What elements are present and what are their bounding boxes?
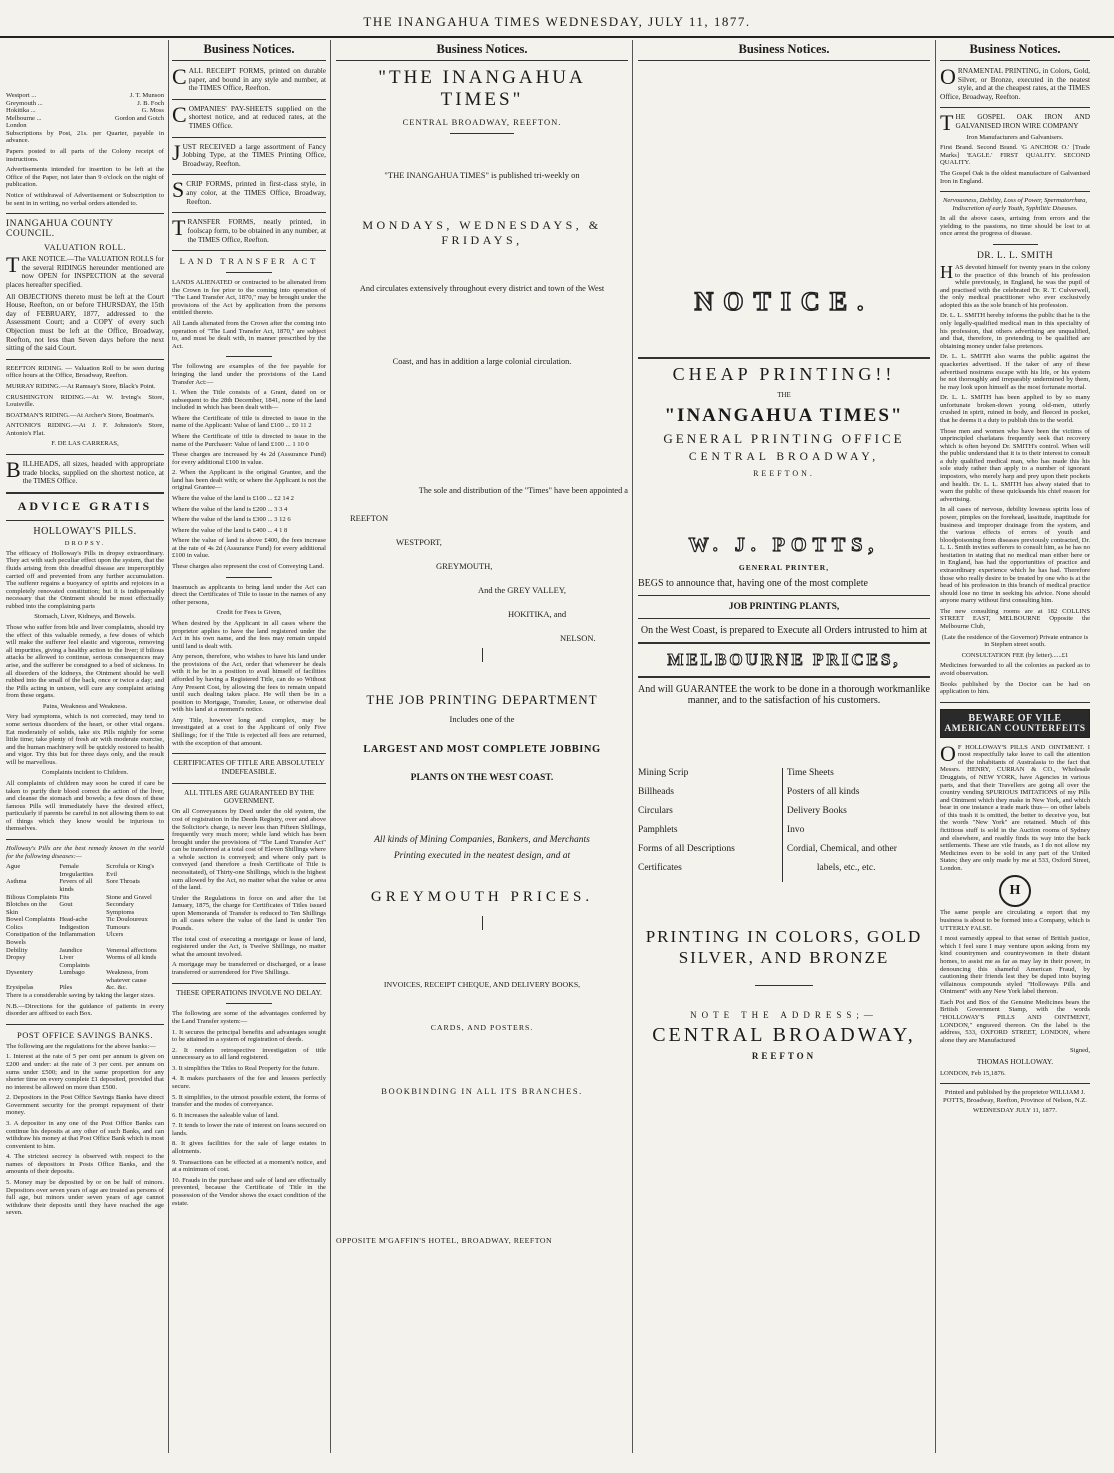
begs-text: BEGS to announce that, having one of the most complete xyxy=(638,578,868,589)
riding-item: BOATMAN'S RIDING.—At Archer's Store, Boatman's. xyxy=(6,411,155,419)
times-banner: "INANGAHUA TIMES" xyxy=(664,405,904,426)
table-row: Dropsy Liver Complaints Worms of all kinds xyxy=(6,954,157,969)
cheap-title: CHEAP PRINTING!! xyxy=(672,364,896,384)
postoffice-rule: 2. Depositors in the Post Office Savings Banks have direct Government security for the prompt repayment of their money. xyxy=(6,1094,164,1117)
disease-table xyxy=(6,863,164,992)
dropsy-text: The efficacy of Holloway's Pills in dropsy extraordinary. They act with such peculiar effect upon the system, that the fluids arising from this dreadful disease are imperceptibly carried off and prevented from any further accumulation. The sufferer regains a buoyancy of spirits and rejoices in a completely renovated constitution; but it is indispensably necessary that the Ointment should be most effectually rubbed into the complaining parts xyxy=(6,549,164,610)
mortgage-text: A mortgage may be transferred or discharged, or a lease transferred or surrendered for Five Shillings. xyxy=(172,961,326,976)
stomach-text: Those who suffer from bile and liver complaints, should try the effect of this valuable remedy, a few doses of which will make the sufferer feel elastic and vigorous, removing all impurities, giving a healthy action to the liver; if bilious attacks be allowed to continue, serious consequences may arise, and the sufferer be consigned to a bed of sickness. In all disorders of the kidneys, the Ointment should be well rubbed into the small of the back, once or twice a day; and the Pills acting in unison, will cure any complaint arising from these organs. xyxy=(6,624,164,700)
divider xyxy=(226,1003,272,1004)
medicines-text: Medicines forwarded to all the colonies as packed as to avoid observation. xyxy=(940,662,1090,677)
jobbing-text: JUST RECEIVED a large assortment of Fancy Jobbing Type, at the TIMES Printing Office, Broadway, Reefton. xyxy=(172,139,326,168)
beware-line: AMERICAN COUNTERFEITS xyxy=(944,723,1086,734)
divider xyxy=(6,1024,164,1025)
largest-text: LARGEST AND MOST COMPLETE JOBBING xyxy=(363,744,601,756)
town-item: NELSON. xyxy=(560,633,596,644)
table-row: Constipation of the Bowels Inflammation Ulcers xyxy=(6,931,124,946)
dr-text: HAS devoted himself for twenty years in the colony to the practice of this branch of his profession while previously, in England, he was the pupil of and practised with the celebrated Dr. R. T. Culverwell, the only medical practitioner who ever exclusively adopted this as the sole branch of his profession. xyxy=(940,262,1090,309)
column-4 xyxy=(638,40,930,1465)
on-coast-text: On the West Coast, is prepared to Execute all Orders intrusted to him at xyxy=(640,625,928,636)
dropcap-o: O xyxy=(940,740,956,766)
dr-text: Dr. L. L. SMITH hereby informs the public that he is the only legally-qualified medical man in this speciality of his profession, that others advertising are unqualified, and that, therefore, in pretending to be qualified are obtaining money under false pretences. xyxy=(940,312,1090,350)
divider xyxy=(6,213,164,214)
potts-title: W. J. POTTS, xyxy=(688,534,880,556)
postoffice-intro: The following are the regulations for the above banks:— xyxy=(6,1042,156,1050)
town-item: GREYMOUTH, xyxy=(436,561,493,572)
divider xyxy=(172,212,326,213)
list-item: Certificates xyxy=(638,863,682,873)
the-text: THE xyxy=(777,391,791,399)
nervous-text: In all the above cases, arrising from errors and the yielding to the passions, no time should be lost to at once arrest the progress of disease. xyxy=(940,215,1090,238)
council-title: INANGAHUA COUNTY COUNCIL. xyxy=(6,219,114,240)
note-address: NOTE THE ADDRESS;— xyxy=(690,1009,878,1020)
divider xyxy=(638,595,930,596)
agent-row: Hokitika ... G. Moss xyxy=(6,107,164,115)
postoffice-title: POST OFFICE SAVINGS BANKS. xyxy=(17,1029,153,1040)
divider xyxy=(6,359,164,360)
published-text: "THE INANGAHUA TIMES" is published tri-weekly on xyxy=(384,170,580,180)
children-text: All complaints of children may soon be cured if care be taken to purify their blood correct the action of the liver, and cleanse the stomach and bowels; a few doses of these famous Pills will immediately have the desired effect, particularly if parents be careful in not allowing them to eat of things which they know would be injurious to themselves. xyxy=(6,780,164,833)
table-row: Blotches on the Skin Gout Secondary Symptoms xyxy=(6,901,135,916)
advantage-item: 8. It gives facilities for the sale of large estates in allotments. xyxy=(172,1140,326,1156)
guarantee-text: And will GUARANTEE the work to be done in a thorough workmanlike manner, and to the satisfaction of his customers. xyxy=(638,684,930,706)
oldest-text: The Gospel Oak is the oldest manufacture of Galvanised Iron in England. xyxy=(940,169,1090,185)
colors-title: PRINTING IN COLORS, GOLD SILVER, AND BRONZE xyxy=(645,927,923,968)
any-title-text: Any Title, however long and complex, may be investigated at a cost to the Applicant of only Five Shillings; for if the Title is rejected all fees are returned, with the exception of that amount. xyxy=(172,716,326,747)
dropcap-s: S xyxy=(172,177,185,203)
regulations-text: Under the Regulations in force on and after the 1st January, 1875, the charge for Certificates of Titles issued upon Memoranda of Transfer is reduced to Ten Shillings in all cases where the value of the land is under Ten Pounds. xyxy=(172,894,326,933)
advice-title: ADVICE GRATIS xyxy=(17,498,153,513)
guaranteed-title: ALL TITLES ARE GUARANTEED BY THE GOVERNMENT. xyxy=(184,788,314,806)
column-3 xyxy=(336,40,628,1465)
column-divider xyxy=(330,40,331,1453)
gospel-text: THE GOSPEL OAK IRON AND GALVANISED IRON WIRE COMPANY xyxy=(940,110,1090,136)
top-rule xyxy=(0,36,1114,38)
riding-item: REEFTON RIDING. — Valuation Roll to be seen during office hours at the Office, Broadway, Reefton. xyxy=(6,364,164,380)
gen-printer: GENERAL PRINTER, xyxy=(738,563,830,572)
signed-text: Signed, xyxy=(1070,1047,1090,1055)
list-item: Posters of all kinds xyxy=(786,787,860,797)
column-divider xyxy=(632,40,633,1453)
holloway-text: I most earnestly appeal to that sense of British justice, which I feel sure I may venture upon asking from my kind countrymen and countrywomen in their distant homes, to assist me as far as may lay in their power, in denouncing this shameful American Fraud, by cautioning their friends lest they be duped into buying villainous compounds styled "Holloways Pills and Ointment" with any New York label thereon. xyxy=(940,935,1090,996)
books-text: Books published by the Doctor can be had on application to him. xyxy=(940,680,1090,696)
dropcap-j: J xyxy=(172,139,181,165)
list-item: Time Sheets xyxy=(786,768,834,778)
reefton-text: REEFTON. xyxy=(753,469,815,478)
reefton-gothic: REEFTON xyxy=(751,1050,817,1061)
list-item: Pamphlets xyxy=(638,825,678,835)
column-5 xyxy=(940,40,1090,1465)
bookbinding-text: BOOKBINDING IN ALL ITS BRANCHES. xyxy=(381,1086,583,1097)
remedy-text: Holloway's Pills are the best remedy known in the world for the following diseases:— xyxy=(6,845,164,860)
beware-line: BEWARE OF VILE xyxy=(968,712,1062,724)
holloway-title: HOLLOWAY'S PILLS. xyxy=(33,525,137,537)
column-header: Business Notices. xyxy=(940,40,1090,61)
iron-mf: Iron Manufacturers and Galvanisers. xyxy=(966,133,1064,141)
stomach-title: Stomach, Liver, Kidneys, and Bowels. xyxy=(34,613,136,621)
advantages-intro: The following are some of the advantages conferred by the Land Transfer system:— xyxy=(172,1010,326,1025)
agent-row: Melbourne ... Gordon and Gotch xyxy=(6,114,164,122)
nervous-title: Nervousness, Debility, Loss of Power, Spermatorrhœa, Indiscretion of early Youth, Syphilitic Diseases. xyxy=(942,197,1088,212)
divider xyxy=(638,642,930,644)
advantage-item: 9. Transactions can be effected at a moment's notice, and at a minimum of cost. xyxy=(172,1158,326,1174)
coast-text: Coast, and has in addition a large colonial circulation. xyxy=(392,357,572,366)
advantage-item: 1. It secures the principal benefits and advantages sought to be attained in a system of registration of deeds. xyxy=(172,1028,326,1044)
fee-item: Where the value of the land is £400 ... 4 1 8 xyxy=(172,526,288,534)
list-item: Circulars xyxy=(638,806,673,816)
divider xyxy=(172,174,326,175)
dropcap-c: C xyxy=(172,101,187,127)
fees-intro: The following are examples of the fee payable for bringing the land under the provisions of the Land Transfer Act:— xyxy=(172,363,326,386)
list-item: labels, etc., etc. xyxy=(816,863,876,873)
list-item: Invo xyxy=(786,825,805,835)
advantage-item: 4. It makes purchasers of the fee and lessees perfectly secure. xyxy=(172,1075,326,1090)
riding-item: MURRAY RIDING.—At Ramsay's Store, Black's Point. xyxy=(6,382,156,390)
dr-text: In all cases of nervous, debility lowness spirits loss of power, pimples on the forehead, lassitude, inaptitude for business and improper drainage from the system, and the various effects of errors of youth and bloodpoisoning from diseases previously contracted, Dr. L. L. Smith invites sufferers to consult him, as he has no hesitation in stating that no medical man either here or in England, has had the opportunities of practice and extraordinary experience which he has had. Therefore those who really desire to be treated by one who is at the head of his profession in this branch of medical practice should lose no time in seeking his advice. None should anyone marry without first consulting him. xyxy=(940,506,1090,605)
notice-title: NOTICE. xyxy=(694,287,874,316)
holloway-text: The same people are circulating a report that my business is about to be formed into a Company, which is UTTERLY FALSE. xyxy=(940,909,1090,932)
divider xyxy=(940,107,1090,108)
total-cost-text: The total cost of executing a mortgage or lease of land, registered under the Act, is Twelve Shillings, no matter what the amount involved. xyxy=(172,935,326,958)
debility-title: Pains, Weakness and Weakness. xyxy=(42,702,128,710)
thomas-holloway: THOMAS HOLLOWAY. xyxy=(976,1056,1054,1066)
any-person-text: Any person, therefore, who wishes to have his land under the provisions of the Act, order that whenever he deals with it he be in a position to avail himself of facilities afforded by having a Registered Title, can do so Without Any Present Cost, by allowing the fees to remain unpaid until such dealing takes place. He will then be in a position to Mortgage, Transfer, Lease, or otherwise deal with his land at a moment's notice. xyxy=(172,653,326,714)
imprint-text: Printed and published by the proprietor WILLIAM J. POTTS, Broadway, Reefton, Province of Nelson, N.Z. xyxy=(943,1089,1087,1104)
agent-row: Westport ... J. T. Munson xyxy=(6,92,164,99)
fee-item: Where the Certificate of title is directed to issue in the name of the Applicant: Value of land £100 ... £0 11 2 xyxy=(172,414,326,430)
print-items xyxy=(638,768,930,882)
letter-date: LONDON, Feb 15,1876. xyxy=(940,1069,1006,1077)
column-divider xyxy=(935,40,936,1453)
divider xyxy=(172,983,326,984)
dropcap-o: O xyxy=(940,64,956,89)
rooms-text: The new consulting rooms are at 182 COLLINS STREET EAST, MELBOURNE Opposite the Melbourne Club, xyxy=(940,607,1090,631)
brands-text: First Brand. Second Brand. 'G ANCHOR O.' [Trade Marks] 'EAGLE.' FIRST QUALITY. SECOND QUALITY. xyxy=(940,144,1090,167)
divider xyxy=(482,648,483,662)
divider xyxy=(172,753,326,754)
fee-item: These charges are increased by 4s 2d (Assurance Fund) for every additional £100 in value. xyxy=(172,451,326,466)
certificates-title: CERTIFICATES OF TITLE ARE ABSOLUTELY INDEFEASIBLE. xyxy=(173,758,325,777)
divider xyxy=(172,783,326,784)
land-text: All Lands alienated from the Crown after the coming into operation of "The Land Transfer Act, 1870," are subject to, and must be dealt with, in manner prescribed by the Act. xyxy=(172,320,326,350)
town-item: HOKITIKA, and xyxy=(508,609,567,620)
directions-text: N.B.—Directions for the guidance of patients in every disorder are affixed to each Box. xyxy=(6,1002,164,1018)
table-row: Colics Indigestion Tumours xyxy=(6,923,130,931)
masthead: THE INANGAHUA TIMES WEDNESDAY, JULY 11, 1877. xyxy=(363,14,751,29)
times-title: "THE INANGAHUA TIMES" xyxy=(378,67,586,110)
divider xyxy=(940,1083,1090,1084)
take-notice-text: TAKE NOTICE.—The VALUATION ROLLS for the several RIDINGS hereunder mentioned are now OPEN for INSPECTION at the several places hereafter specified. xyxy=(6,252,164,289)
advertisements-text: Advertisements intended for insertion to be left at the Office of the Paper, not later than 9 o'clock on the night of publication. xyxy=(6,166,164,189)
divider xyxy=(226,356,272,357)
dropcap-t: T xyxy=(172,215,186,241)
agent-row: London xyxy=(6,122,27,130)
dropcap-c: C xyxy=(172,64,187,89)
companies-text: COMPANIES' PAY-SHEETS supplied on the shortest notice, and at reduced rates, at the TIMES Office. xyxy=(172,101,326,131)
circulates-text: And circulates extensively throughout every district and town of the West xyxy=(359,284,605,293)
call-receipt-text: CALL RECEIPT FORMS, printed on durable paper, and bound in any style and number, at the TIMES Office, Reefton. xyxy=(172,64,326,93)
operations-title: THESE OPERATIONS INVOLVE NO DELAY. xyxy=(176,987,322,997)
agent-row: Greymouth ... J. B. Foch xyxy=(6,99,164,107)
list-item: Cordial, Chemical, and other xyxy=(786,844,897,854)
printing-exec-text: Printing executed in the neatest design, and at xyxy=(393,851,571,862)
advantage-item: 10. Frauds in the purchase and sale of land are effectually prevented, because the Certificate of Title in the possession of the Vendor shows the exact condition of the estate. xyxy=(172,1176,326,1207)
town-item: WESTPORT, xyxy=(396,537,442,548)
column-header: Business Notices. xyxy=(172,40,326,61)
riding-item: CRUSHINGTON RIDING.—At W. Irving's Store, Louisville. xyxy=(6,393,164,409)
papers-text: Papers posted to all parts of the Colony receipt of instructions. xyxy=(6,148,164,163)
postoffice-rule: 4. The strictest secrecy is observed with respect to the names of depositors in Posts Office Banks, and the amounts of their deposits. xyxy=(6,1153,164,1176)
trade-mark-seal-icon: H xyxy=(999,875,1031,907)
scrip-text: SCRIP FORMS, printed in first-class style, in any color, at the TIMES Office, Broadway, Reefton. xyxy=(172,177,326,206)
job-dept-title: THE JOB PRINTING DEPARTMENT xyxy=(366,692,598,708)
withdrawal-text: Notice of withdrawal of Advertisement or Subscription to be sent in in writing, no verbal orders attended to. xyxy=(6,191,164,207)
table-row: Asthma Fevers of all kinds Sore Throats xyxy=(6,878,140,893)
fee-item: Where the Certificate of title is directed to issue in the name of the Purchaser: Value of land £100 ... 1 10 0 xyxy=(172,432,326,448)
list-item: Delivery Books xyxy=(786,806,847,816)
dropcap-h: H xyxy=(940,262,953,283)
general-office: GENERAL PRINTING OFFICE xyxy=(663,431,905,446)
divider xyxy=(6,520,164,521)
table-row: Bowel Complaints Head-ache Tic Douloureux xyxy=(6,916,148,924)
list-item: Forms of all Descriptions xyxy=(638,844,735,854)
column-header: Business Notices. xyxy=(638,40,930,61)
advantage-item: 6. It increases the saleable value of land. xyxy=(172,1111,279,1119)
table-row: Erysipelas Piles &c. &c. xyxy=(6,984,128,992)
inasmuch-text: Inasmuch as applicants to bring land under the Act can direct the Certificates of Title to issue in the names of any other persons, xyxy=(172,583,326,606)
dr-title: DR. L. L. SMITH xyxy=(976,251,1054,262)
days-text: MONDAYS, WEDNESDAYS, & FRIDAYS, xyxy=(362,218,602,247)
saving-text: There is a considerable saving by taking the larger sizes. xyxy=(6,992,155,1000)
divider xyxy=(482,916,483,930)
divider xyxy=(638,357,930,359)
fee-item: 1. When the Title consists of a Grant, dated on or subsequent to the 28th December, 1841, none of the land included in which has been dealt with— xyxy=(172,389,326,412)
advantage-item: 5. It simplifies, to the utmost possible extent, the forms of transfer and the modes of conveyance. xyxy=(172,1093,326,1109)
divider xyxy=(172,99,326,100)
divider xyxy=(755,985,813,986)
transfer-text: TRANSFER FORMS, neatly printed, in foolscap form, to be obtained in any number, at the TIMES Office, Reefton. xyxy=(172,215,326,244)
beware-banner xyxy=(940,709,1090,738)
towns-list xyxy=(336,513,628,644)
advantage-item: 2. It renders retrospective investigation of title unnecessary as to all land registered. xyxy=(172,1046,326,1062)
all-kinds-text: All kinds of Mining Companies, Bankers, and Merchants xyxy=(374,835,590,846)
divider xyxy=(172,137,326,138)
holloway-text: Each Pot and Box of the Genuine Medicines bears the British Government Stamp, with the words "HOLLOWAY'S PILLS AND OINTMENT, LONDON," engraved thereon. On the label is the address, 533, OXFORD STREET, LONDON, where alone they are Manufactured xyxy=(940,998,1090,1044)
table-row: Dysentery Lumbago Weakness, from whatever cause xyxy=(6,969,149,984)
sole-text: The sole and distribution of the "Times" have been appointed a xyxy=(418,486,628,495)
times-address: CENTRAL BROADWAY, REEFTON. xyxy=(402,117,562,127)
divider xyxy=(638,676,930,678)
roll-title: VALUATION ROLL. xyxy=(44,242,126,253)
billheads-text: BILLHEADS, all sizes, headed with appropriate trade blocks, supplied on the shortest notice, at the TIMES Office. xyxy=(6,457,164,486)
footer-address: OPPOSITE M'GAFFIN'S HOTEL, BROADWAY, REEFTON xyxy=(336,1236,553,1246)
column-1 xyxy=(6,40,164,1465)
divider xyxy=(940,191,1090,192)
divider xyxy=(226,577,272,578)
central-broadway: CENTRAL BROADWAY, xyxy=(652,1023,916,1046)
advantage-item: 3. It simplifies the Titles to Real Property for the future. xyxy=(172,1064,320,1072)
dropcap-t: T xyxy=(940,110,954,136)
fee-item: Where the value of the land is £200 ... 3 3 4 xyxy=(172,505,288,513)
divider xyxy=(172,250,326,251)
plants-text: PLANTS ON THE WEST COAST. xyxy=(410,773,554,784)
riding-item: ANTONIO'S RIDING.—At J. F. Johnston's Store, Antonio's Flat. xyxy=(6,422,164,437)
land-act-title: LAND TRANSFER ACT xyxy=(179,256,319,267)
list-item: Mining Scrip xyxy=(638,768,689,778)
column-header: Business Notices. xyxy=(336,40,628,61)
residence-text: (Late the residence of the Governor) Private entrance is in Stephen street south. xyxy=(941,633,1089,649)
print-items-left xyxy=(638,768,781,882)
table-row: Debility Jaundice Venereal affections xyxy=(6,946,157,954)
fee-item: 2. When the Applicant is the original Grantee, and the land has been dealt with; or where the Applicant is not the original Grantee— xyxy=(172,469,326,492)
postoffice-rule: 3. A depositor in any one of the Post Office Banks can continue his deposits at any other of such Banks, and can withdraw his money at that Post Office Bank which is most convenient to him. xyxy=(6,1119,164,1150)
divider xyxy=(638,618,930,619)
ornamental-text: ORNAMENTAL PRINTING, in Colors, Gold, Silver, or Bronze, executed in the neatest style, and at the cheapest rates, at the TIMES Office, Broadway, Reefton. xyxy=(940,64,1090,101)
debility-text: Very bad symptoms, which is not corrected, may tend to some serious disorders of the heart, or other vital organs. Eat moderately of solids, take six Pills nightly for some little time; take plenty of fresh air with moderate exercise, and the human machinery will be quickly restored to health and vigor. Try this but for three days only, and the result will be marvellous. xyxy=(6,713,164,766)
holloway-text: O F HOLLOWAY'S PILLS AND OINTMENT. I most respectfully take leave to call the attention of the inhabitants of Australasia to the fact that Messrs. HENRY, CURRAN & CO., Wholesale Druggists, of NEW YORK, have Agencies in various parts, and that their Travellers are going all over the country vending SPURIOUS IMITATIONS of my Pills and Ointment which they make in New York, and which bear in one instance a trade mark thus— on other labels of this trash it is omitted, the better to deceive you, but the words "New York" are retained. Much of this fictitious stuff is sold in the Auction rooms of Sydney and elsewhere, and readily finds its way into the back settlements. These are vile frauds, as I do not allow my Medicines even to be sold in any part of the United States; they are only made by me at 533, Oxford Street, London. xyxy=(940,740,1090,872)
divider xyxy=(450,133,514,134)
divider xyxy=(6,839,164,840)
central-text: CENTRAL BROADWAY, xyxy=(688,451,880,463)
cards-text: CARDS, AND POSTERS. xyxy=(430,1023,534,1033)
dropsy-title: DROPSY. xyxy=(64,539,106,547)
column-2 xyxy=(172,40,326,1465)
dropcap-t: T xyxy=(6,252,20,278)
postoffice-rule: 1. Interest at the rate of 5 per cent per annum is given on £200 and under: at the rate of 3 per cent. per annum on sums under £500; and in the same proportion for any shorter time on every complete £1 deposited, provided that no interest be allowed on more than £500. xyxy=(6,1053,164,1091)
invoices-text: INVOICES, RECEIPT CHEQUE, AND DELIVERY BOOKS, xyxy=(383,980,581,990)
column-divider xyxy=(168,40,169,1453)
divider xyxy=(993,244,1038,245)
print-items-right xyxy=(782,768,930,882)
greymouth-prices: GREYMOUTH PRICES. xyxy=(370,889,594,906)
town-item: And the GREY VALLEY, xyxy=(478,585,566,596)
postoffice-rule: 5. Money may be deposited by or on be half of minors. Depositors over seven years of age are treated as persons of full age, but minors under seven years of age cannot withdraw their deposits until they have reached the age seven. xyxy=(6,1179,164,1217)
table-row: Bilious Complaints Fits Stone and Gravel xyxy=(6,893,152,901)
publication-date: WEDNESDAY JULY 11, 1877. xyxy=(973,1107,1057,1115)
divider xyxy=(6,492,164,494)
agents-list xyxy=(6,92,164,130)
town-item: REEFTON xyxy=(350,513,389,523)
signature: F. DE LAS CARRERAS, xyxy=(51,440,119,448)
credit-title: Credit for Fees is Given, xyxy=(216,609,282,617)
conveyances-text: On all Conveyances by Deed under the old system, the cost of registration in the Deeds Registry, over and above the Solicitor's charge, is never less than Fifteen Shillings, frequently very much more; while land which has been brought under the provisions of "The Land Transfer Act" can be transferred at a total cost of Eleven Shillings where a whole section is conveyed; and where only part is conveyed (and therefore a fresh Certificate of Title is necessitated), of Thirty-one Shillings, which is the highest sum allowed by the Act, no matter what the value or area of the land. xyxy=(172,808,326,892)
objections-text: All OBJECTIONS thereto must be left at the Court House, Reefton, on or before THURSDAY, the 15th day of FEBRUARY, 1877, addressed to the Assessment Court; and a COPY of every such Objection must be left at the Office, Broadway, Reefton, not less than Seven days before the next sitting of the said Court. xyxy=(6,291,164,353)
dr-text: Dr. L. L. SMITH has been applied to by so many unfortunate broken-down young old-men, utterly crushed in spirit, ruined in body, and fleeced in pocket, that he deems it a duty to publish this to the world. xyxy=(940,394,1090,424)
table-row: Ague Female Irregularities Scrofula or King's Evil xyxy=(6,863,155,878)
dr-text: Those men and women who have been the victims of unprincipled charlatans frequently seek that recovery which is often beyond Dr. SMITH's control. When will the public understand that it is to their interest to consult a duly qualified medical man, who has made this his sole study rather than apply to a number of ignorant impostors, who merely harp and prey upon their pockets and health. Dr. L. L. SMITH has alway stated that to warn the public of these quicksands his chief reason for advertising. xyxy=(940,427,1090,503)
dropcap-b: B xyxy=(6,457,21,482)
fee-text: CONSULTATION FEE (by letter)......£1 xyxy=(961,651,1069,659)
credit-text: When desired by the Applicant in all cases where the proprietor applies to have the land registered under the Act in his own name, and the fees may remain unpaid until land is dealt with. xyxy=(172,619,326,650)
divider xyxy=(226,272,272,273)
job-plants-text: JOB PRINTING PLANTS, xyxy=(728,602,840,612)
divider xyxy=(6,454,164,455)
melbourne-prices: MELBOURNE PRICES, xyxy=(667,650,901,669)
dr-text: Dr. L. L. SMITH also warns the public against the quackeries advertised. If the taker of any of these advertised nostrums escape with his life, or his system be not thoroughly and irreparably undermined by them, he may look upon himself as the most fortunate mortal. xyxy=(940,353,1090,391)
divider xyxy=(940,702,1090,703)
fee-item: Where the value of the land is £300 ... 3 12 6 xyxy=(172,516,291,524)
includes-text: Includes one of the xyxy=(449,714,515,725)
subscription-text: Subscriptions by Post, 21s. per Quarter, payable in advance. xyxy=(6,129,164,145)
children-title: Complaints incident to Children. xyxy=(41,769,129,777)
fee-item: Where the value of land is above £400, the fees increase at the rate of 4s 2d (Assurance Fund) for every additional £100 in value. xyxy=(172,537,326,560)
fee-item: These charges also represent the cost of Conveying Land. xyxy=(172,563,325,571)
advantage-item: 7. It tends to lower the rate of interest on loans secured on lands. xyxy=(172,1122,326,1137)
fee-item: Where the value of the land is £100 ... £2 14 2 xyxy=(172,495,294,503)
list-item: Billheads xyxy=(638,787,674,797)
land-text: LANDS ALIENATED or contracted to be alienated from the Crown in fee prior to the coming into operation of "The Land Transfer Act, 1870," may be brought under the provisions of the Act by application from the persons entitled thereto. xyxy=(172,279,326,317)
